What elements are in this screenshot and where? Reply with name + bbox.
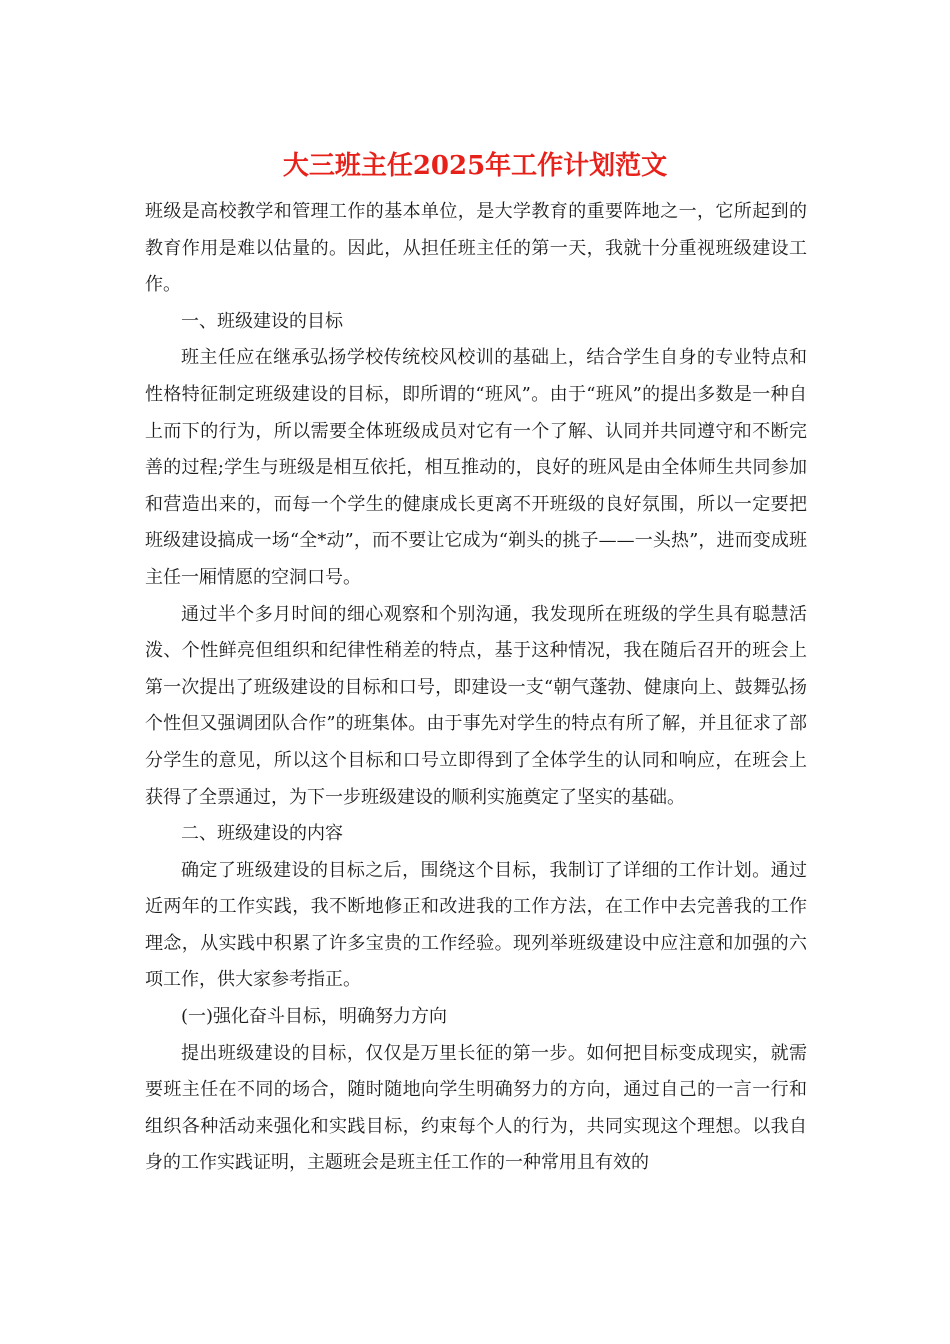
body-paragraph: 通过半个多月时间的细心观察和个别沟通，我发现所在班级的学生具有聪慧活泼、个性鲜亮但组织和纪律性稍差的特点，基于这种情况，我在随后召开的班会上第一次提出了班级建设的目标和口号，即建设一支“朝气蓬勃、健康向上、鼓舞弘扬个性但又强调团队合作”的班集体。由于事先对学生的特点有所了解，并且征求了部分学生的意见，所以这个目标和口号立即得到了全体学生的认同和响应，在班会上获得了全票通过，为下一步班级建设的顺利实施奠定了坚实的基础。 (145, 603, 807, 808)
document-body (145, 194, 807, 1182)
section-heading-goals: 一、班级建设的目标 (181, 310, 343, 332)
section-heading-content: 二、班级建设的内容 (181, 823, 343, 845)
body-paragraph: 班主任应在继承弘扬学校传统校风校训的基础上，结合学生自身的专业特点和性格特征制定班级建设的目标，即所谓的“班风”。由于“班风”的提出多数是一种自上而下的行为，所以需要全体班级成员对它有一个了解、认同并共同遵守和不断完善的过程;学生与班级是相互依托，相互推动的，良好的班风是由全体师生共同参加和营造出来的，而每一个学生的健康成长更离不开班级的良好氛围，所以一定要把班级建设搞成一场“全*动”，而不要让它成为“剃头的挑子——一头热”，进而变成班主任一厢情愿的空洞口号。 (145, 347, 807, 588)
document-title: 大三班主任2025年工作计划范文 (282, 151, 668, 181)
body-paragraph: 确定了班级建设的目标之后，围绕这个目标，我制订了详细的工作计划。通过近两年的工作实践，我不断地修正和改进我的工作方法，在工作中去完善我的工作理念，从实践中积累了许多宝贵的工作经验。现列举班级建设中应注意和加强的六项工作，供大家参考指正。 (145, 859, 807, 991)
intro-paragraph: 班级是高校教学和管理工作的基本单位，是大学教育的重要阵地之一，它所起到的教育作用是难以估量的。因此，从担任班主任的第一天，我就十分重视班级建设工作。 (145, 201, 807, 296)
body-paragraph: 提出班级建设的目标，仅仅是万里长征的第一步。如何把目标变成现实，就需要班主任在不同的场合，随时随地向学生明确努力的方向，通过自己的一言一行和组织各种活动来强化和实践目标，约束每个人的行为，共同实现这个理想。以我自身的工作实践证明，主题班会是班主任工作的一种常用且有效的 (145, 1042, 807, 1174)
subsection-heading: (一)强化奋斗目标，明确努力方向 (181, 1006, 448, 1028)
